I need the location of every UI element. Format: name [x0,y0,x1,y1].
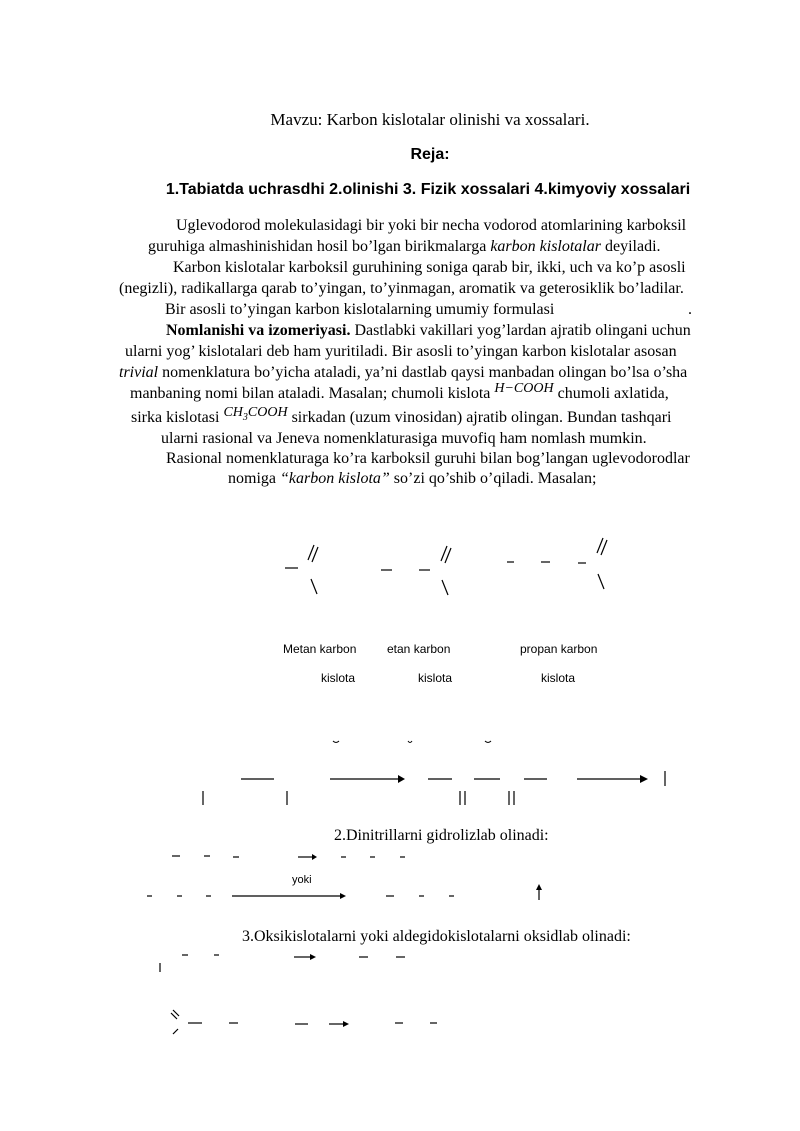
plan-title: Reja: [410,146,450,163]
topic-heading: Mavzu: Karbon kislotalar olinishi va xossalari. [270,110,590,129]
text-run: nomenklatura bo’yicha ataladi, ya’ni dastlab qaysi manbadan olingan bo’lsa o’sha [158,364,688,381]
label-metan-kislota: kislota [321,671,356,685]
paragraph-line: Karbon kislotalar karboksil guruhining soniga qarab bir, ikki, uch va ko’p asosli [173,259,686,276]
paragraph-line: Uglevodorod molekulasidagi bir yoki bir necha vodorod atomlarining karboksil [176,217,687,234]
plan-items: 1.Tabiatda uchrasdhi 2.olinishi 3. Fizik xossalari 4.kimyoviy xossalari [165,181,691,198]
label-etan-kislota: kislota [418,671,453,685]
arrow-head [398,775,405,783]
text-run: sirka kislotasi [131,409,224,426]
text-run: Dastlabki vakillari yog’lardan ajratib olingani uchun [350,322,691,339]
formula-part: CH [223,405,243,420]
formula-subscript: 3 [242,411,248,423]
label-yoki: yoki [292,874,312,886]
term-karbon-kislotalar: karbon kislotalar [490,238,601,255]
text-run: nomiga [228,470,280,487]
paragraph-line: ularni rasional va Jeneva nomenklaturasiga muvofiq ham nomlash mumkin. [161,430,647,447]
single-bond [442,580,448,595]
text-run: sirkadan (uzum vinosidan) ajratib olingan. Bundan tashqari [287,409,672,426]
paragraph-line: ularni yog’ kislotalari deb ham yuritiladi. Bir asosli to’yingan karbon kislotalar asosan [125,343,677,360]
text-run: chumoli axlatida, [553,385,669,402]
paragraph-line: Bir asosli to’yingan karbon kislotalarning umumiy formulasi [165,301,555,318]
term-karbon-kislota: “karbon kislota” [280,470,390,487]
single-bond [311,579,317,594]
text-run: so’zi qo’shib o’qiladi. Masalan; [389,470,597,487]
text-run: guruhiga almashinishidan hosil bo’lgan birikmalarga [148,238,491,255]
period: . [688,301,692,318]
formula-formic-acid: H−COOH [494,381,554,396]
section-dinitrile: 2.Dinitrillarni gidrolizlab olinadi: [334,827,549,844]
paragraph-line: (negizli), radikallarga qarab to’yingan, to’yinmagan, aromatik va geterosiklik bo’ladilar. [119,280,684,297]
formula-part: COOH [247,405,288,420]
single-bond [598,574,604,589]
label-metan-karbon: Metan karbon [283,642,357,656]
paragraph-line: Rasional nomenklaturaga ko’ra karboksil guruhi bilan bog’langan uglevodorodlar [166,450,690,467]
text-run: manbaning nomi bilan ataladi. Masalan; chumoli kislota [130,385,495,402]
arrow-head [640,775,648,783]
label-propan-karbon: propan karbon [520,642,598,656]
text-run: deyiladi. [600,238,661,255]
section-oxidation: 3.Oksikislotalarni yoki aldegidokislotalarni oksidlab olinadi: [242,928,631,945]
term-trivial: trivial [119,364,159,381]
section-heading-nomlanishi: Nomlanishi va izomeriyasi. [166,322,351,339]
label-etan-karbon: etan karbon [387,642,451,656]
label-propan-kislota: kislota [541,671,576,685]
